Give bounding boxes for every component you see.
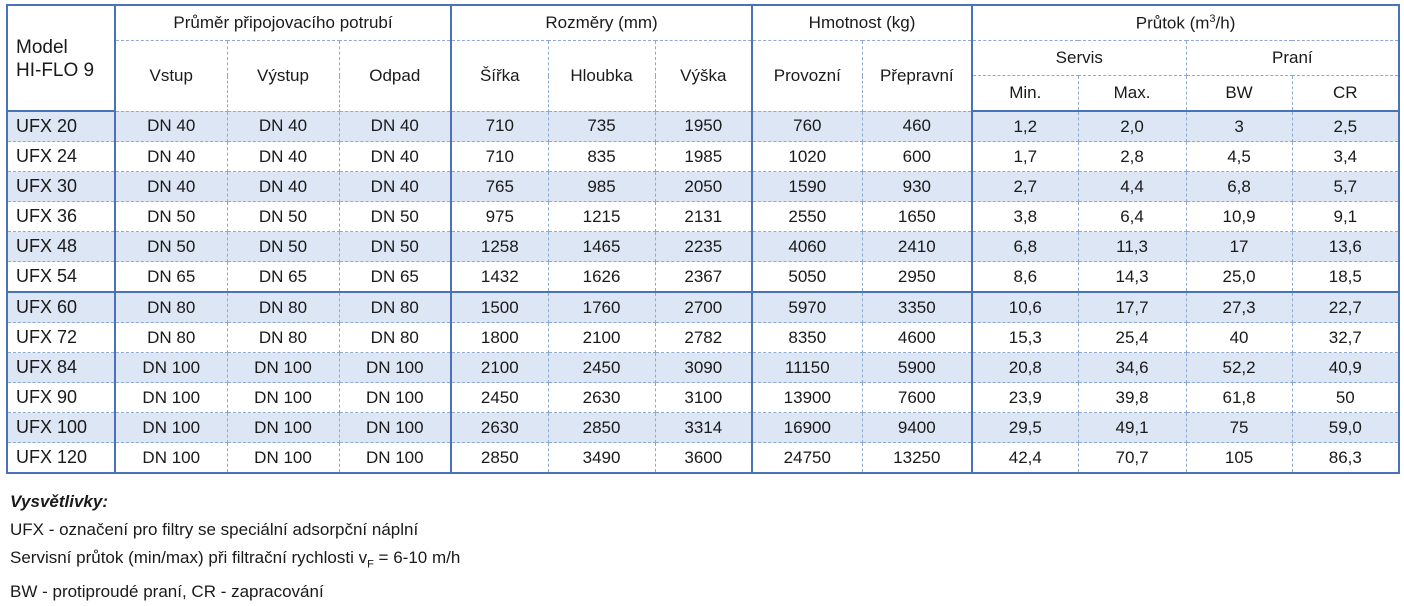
group-header-weight: Hmotnost (kg) xyxy=(752,5,972,41)
cell-cr: 59,0 xyxy=(1292,413,1399,443)
cell-model: UFX 60 xyxy=(7,292,115,323)
cell-inlet: DN 80 xyxy=(115,323,227,353)
cell-outlet: DN 100 xyxy=(227,353,339,383)
cell-model: UFX 72 xyxy=(7,323,115,353)
cell-min: 1,7 xyxy=(972,142,1078,172)
cell-max: 14,3 xyxy=(1078,262,1186,293)
cell-depth: 2850 xyxy=(548,413,655,443)
cell-min: 1,2 xyxy=(972,111,1078,142)
cell-max: 4,4 xyxy=(1078,172,1186,202)
cell-max: 2,0 xyxy=(1078,111,1186,142)
cell-bw: 10,9 xyxy=(1186,202,1292,232)
cell-drain: DN 50 xyxy=(339,232,451,262)
legend-line-3: BW - protiproudé praní, CR - zapracování xyxy=(10,582,324,602)
cell-cr: 50 xyxy=(1292,383,1399,413)
table-row xyxy=(7,383,1399,413)
cell-operating-weight: 2550 xyxy=(752,202,862,232)
cell-operating-weight: 4060 xyxy=(752,232,862,262)
model-header-line2: HI-FLO 9 xyxy=(16,60,95,81)
cell-height: 3600 xyxy=(655,443,752,474)
cell-width: 710 xyxy=(451,142,548,172)
cell-drain: DN 40 xyxy=(339,142,451,172)
cell-cr: 22,7 xyxy=(1292,292,1399,323)
specification-table xyxy=(6,4,1400,474)
header-subgroup-row xyxy=(7,41,1399,76)
cell-height: 3314 xyxy=(655,413,752,443)
cell-cr: 9,1 xyxy=(1292,202,1399,232)
table-row xyxy=(7,413,1399,443)
cell-outlet: DN 100 xyxy=(227,383,339,413)
cell-drain: DN 80 xyxy=(339,323,451,353)
table-row xyxy=(7,172,1399,202)
cell-width: 1432 xyxy=(451,262,548,293)
group-header-flow: Průtok $(m^3/h)$ xyxy=(972,5,1399,41)
cell-model: UFX 84 xyxy=(7,353,115,383)
cell-max: 70,7 xyxy=(1078,443,1186,474)
col-header-operating-weight: Provozní xyxy=(752,41,862,112)
cell-height: 3090 xyxy=(655,353,752,383)
cell-inlet: DN 100 xyxy=(115,443,227,474)
cell-model: UFX 90 xyxy=(7,383,115,413)
cell-inlet: DN 50 xyxy=(115,232,227,262)
cell-transport-weight: 9400 xyxy=(862,413,972,443)
col-header-transport-weight: Přepravní xyxy=(862,41,972,112)
cell-depth: 2100 xyxy=(548,323,655,353)
cell-min: 15,3 xyxy=(972,323,1078,353)
model-header-line1: Model xyxy=(16,37,68,59)
cell-outlet: DN 100 xyxy=(227,443,339,474)
cell-operating-weight: 11150 xyxy=(752,353,862,383)
cell-height: 2782 xyxy=(655,323,752,353)
cell-bw: 52,2 xyxy=(1186,353,1292,383)
col-header-drain: Odpad xyxy=(339,41,451,112)
cell-height: 2367 xyxy=(655,262,752,293)
cell-operating-weight: 1020 xyxy=(752,142,862,172)
cell-bw: 17 xyxy=(1186,232,1292,262)
cell-transport-weight: 460 xyxy=(862,111,972,142)
cell-inlet: DN 80 xyxy=(115,292,227,323)
table-row xyxy=(7,292,1399,323)
cell-width: 2630 xyxy=(451,413,548,443)
cell-cr: 3,4 xyxy=(1292,142,1399,172)
cell-width: 2450 xyxy=(451,383,548,413)
cell-depth: 985 xyxy=(548,172,655,202)
cell-max: 25,4 xyxy=(1078,323,1186,353)
cell-operating-weight: 8350 xyxy=(752,323,862,353)
cell-transport-weight: 930 xyxy=(862,172,972,202)
cell-transport-weight: 4600 xyxy=(862,323,972,353)
cell-width: 765 xyxy=(451,172,548,202)
cell-outlet: DN 65 xyxy=(227,262,339,293)
cell-cr: 2,5 xyxy=(1292,111,1399,142)
cell-width: 2850 xyxy=(451,443,548,474)
cell-inlet: DN 40 xyxy=(115,142,227,172)
cell-transport-weight: 1650 xyxy=(862,202,972,232)
legend-title: Vysvětlivky: xyxy=(10,492,108,511)
subgroup-header-service: Servis xyxy=(972,41,1186,76)
subgroup-header-washing: Praní xyxy=(1186,41,1399,76)
cell-width: 1800 xyxy=(451,323,548,353)
col-header-outlet: Výstup xyxy=(227,41,339,112)
cell-bw: 105 xyxy=(1186,443,1292,474)
cell-max: 2,8 xyxy=(1078,142,1186,172)
cell-min: 2,7 xyxy=(972,172,1078,202)
cell-transport-weight: 2950 xyxy=(862,262,972,293)
cell-max: 11,3 xyxy=(1078,232,1186,262)
cell-model: UFX 36 xyxy=(7,202,115,232)
cell-height: 1985 xyxy=(655,142,752,172)
cell-bw: 61,8 xyxy=(1186,383,1292,413)
cell-drain: DN 50 xyxy=(339,202,451,232)
cell-transport-weight: 600 xyxy=(862,142,972,172)
cell-depth: 835 xyxy=(548,142,655,172)
cell-model: UFX 54 xyxy=(7,262,115,293)
col-header-width: Šířka xyxy=(451,41,548,112)
cell-width: 975 xyxy=(451,202,548,232)
group-header-piping: Průměr připojovacího potrubí xyxy=(115,5,451,41)
cell-outlet: DN 40 xyxy=(227,172,339,202)
cell-inlet: DN 100 xyxy=(115,413,227,443)
cell-model: UFX 48 xyxy=(7,232,115,262)
table-row xyxy=(7,111,1399,142)
cell-drain: DN 40 xyxy=(339,172,451,202)
cell-min: 10,6 xyxy=(972,292,1078,323)
cell-outlet: DN 40 xyxy=(227,142,339,172)
table-row xyxy=(7,323,1399,353)
cell-min: 23,9 xyxy=(972,383,1078,413)
model-header xyxy=(7,5,115,111)
cell-operating-weight: 760 xyxy=(752,111,862,142)
cell-depth: 2450 xyxy=(548,353,655,383)
cell-height: 3100 xyxy=(655,383,752,413)
cell-height: 1950 xyxy=(655,111,752,142)
cell-model: UFX 20 xyxy=(7,111,115,142)
cell-cr: 32,7 xyxy=(1292,323,1399,353)
cell-transport-weight: 5900 xyxy=(862,353,972,383)
table-row xyxy=(7,443,1399,474)
col-header-height: Výška xyxy=(655,41,752,112)
cell-model: UFX 30 xyxy=(7,172,115,202)
col-header-inlet: Vstup xyxy=(115,41,227,112)
table-body xyxy=(7,111,1399,473)
cell-inlet: DN 40 xyxy=(115,111,227,142)
cell-operating-weight: 1590 xyxy=(752,172,862,202)
col-header-min: Min. xyxy=(972,76,1078,112)
cell-height: 2050 xyxy=(655,172,752,202)
cell-outlet: DN 100 xyxy=(227,413,339,443)
cell-inlet: DN 50 xyxy=(115,202,227,232)
cell-height: 2131 xyxy=(655,202,752,232)
cell-depth: 1760 xyxy=(548,292,655,323)
table-row xyxy=(7,232,1399,262)
cell-operating-weight: 24750 xyxy=(752,443,862,474)
cell-cr: 86,3 xyxy=(1292,443,1399,474)
cell-drain: DN 100 xyxy=(339,383,451,413)
table-row xyxy=(7,262,1399,293)
table-row xyxy=(7,142,1399,172)
cell-min: 42,4 xyxy=(972,443,1078,474)
cell-min: 3,8 xyxy=(972,202,1078,232)
legend-line-1: UFX - označení pro filtry se speciální adsorpční náplní xyxy=(10,520,419,539)
cell-bw: 4,5 xyxy=(1186,142,1292,172)
cell-cr: 5,7 xyxy=(1292,172,1399,202)
cell-min: 20,8 xyxy=(972,353,1078,383)
cell-transport-weight: 3350 xyxy=(862,292,972,323)
col-header-max: Max. xyxy=(1078,76,1186,112)
cell-inlet: DN 65 xyxy=(115,262,227,293)
header-group-row xyxy=(7,5,1399,41)
cell-drain: DN 100 xyxy=(339,443,451,474)
cell-operating-weight: 16900 xyxy=(752,413,862,443)
cell-width: 2100 xyxy=(451,353,548,383)
legend-line-2-part-b: = 6-10 m/h xyxy=(373,548,461,567)
cell-height: 2700 xyxy=(655,292,752,323)
cell-max: 49,1 xyxy=(1078,413,1186,443)
cell-width: 1258 xyxy=(451,232,548,262)
cell-width: 710 xyxy=(451,111,548,142)
cell-depth: 735 xyxy=(548,111,655,142)
cell-inlet: DN 100 xyxy=(115,383,227,413)
cell-depth: 1465 xyxy=(548,232,655,262)
group-header-dimensions: Rozměry (mm) xyxy=(451,5,752,41)
cell-cr: 13,6 xyxy=(1292,232,1399,262)
col-header-depth: Hloubka xyxy=(548,41,655,112)
cell-drain: DN 80 xyxy=(339,292,451,323)
cell-width: 1500 xyxy=(451,292,548,323)
cell-outlet: DN 50 xyxy=(227,202,339,232)
cell-model: UFX 120 xyxy=(7,443,115,474)
cell-min: 6,8 xyxy=(972,232,1078,262)
cell-model: UFX 24 xyxy=(7,142,115,172)
cell-model: UFX 100 xyxy=(7,413,115,443)
cell-inlet: DN 40 xyxy=(115,172,227,202)
cell-transport-weight: 13250 xyxy=(862,443,972,474)
cell-depth: 3490 xyxy=(548,443,655,474)
cell-outlet: DN 40 xyxy=(227,111,339,142)
cell-bw: 75 xyxy=(1186,413,1292,443)
cell-depth: 1626 xyxy=(548,262,655,293)
cell-outlet: DN 80 xyxy=(227,323,339,353)
table-row xyxy=(7,202,1399,232)
cell-max: 39,8 xyxy=(1078,383,1186,413)
cell-outlet: DN 50 xyxy=(227,232,339,262)
cell-height: 2235 xyxy=(655,232,752,262)
cell-max: 17,7 xyxy=(1078,292,1186,323)
cell-bw: 27,3 xyxy=(1186,292,1292,323)
cell-max: 34,6 xyxy=(1078,353,1186,383)
legend-line-2-subscript: F xyxy=(367,558,374,571)
col-header-bw: BW xyxy=(1186,76,1292,112)
cell-drain: DN 65 xyxy=(339,262,451,293)
cell-inlet: DN 100 xyxy=(115,353,227,383)
cell-cr: 18,5 xyxy=(1292,262,1399,293)
cell-max: 6,4 xyxy=(1078,202,1186,232)
cell-transport-weight: 2410 xyxy=(862,232,972,262)
cell-transport-weight: 7600 xyxy=(862,383,972,413)
legend-line-2-part-a: Servisní průtok (min/max) při filtrační rychlosti v xyxy=(10,548,368,567)
cell-min: 8,6 xyxy=(972,262,1078,293)
cell-bw: 25,0 xyxy=(1186,262,1292,293)
cell-min: 29,5 xyxy=(972,413,1078,443)
cell-outlet: DN 80 xyxy=(227,292,339,323)
cell-bw: 6,8 xyxy=(1186,172,1292,202)
legend-block xyxy=(6,488,1398,606)
cell-operating-weight: 5050 xyxy=(752,262,862,293)
cell-depth: 1215 xyxy=(548,202,655,232)
cell-operating-weight: 5970 xyxy=(752,292,862,323)
cell-operating-weight: 13900 xyxy=(752,383,862,413)
table-row xyxy=(7,353,1399,383)
cell-cr: 40,9 xyxy=(1292,353,1399,383)
cell-drain: DN 100 xyxy=(339,413,451,443)
cell-drain: DN 100 xyxy=(339,353,451,383)
col-header-cr: CR xyxy=(1292,76,1399,112)
cell-bw: 40 xyxy=(1186,323,1292,353)
legend-line-2 xyxy=(10,544,1398,578)
cell-bw: 3 xyxy=(1186,111,1292,142)
cell-depth: 2630 xyxy=(548,383,655,413)
cell-drain: DN 40 xyxy=(339,111,451,142)
